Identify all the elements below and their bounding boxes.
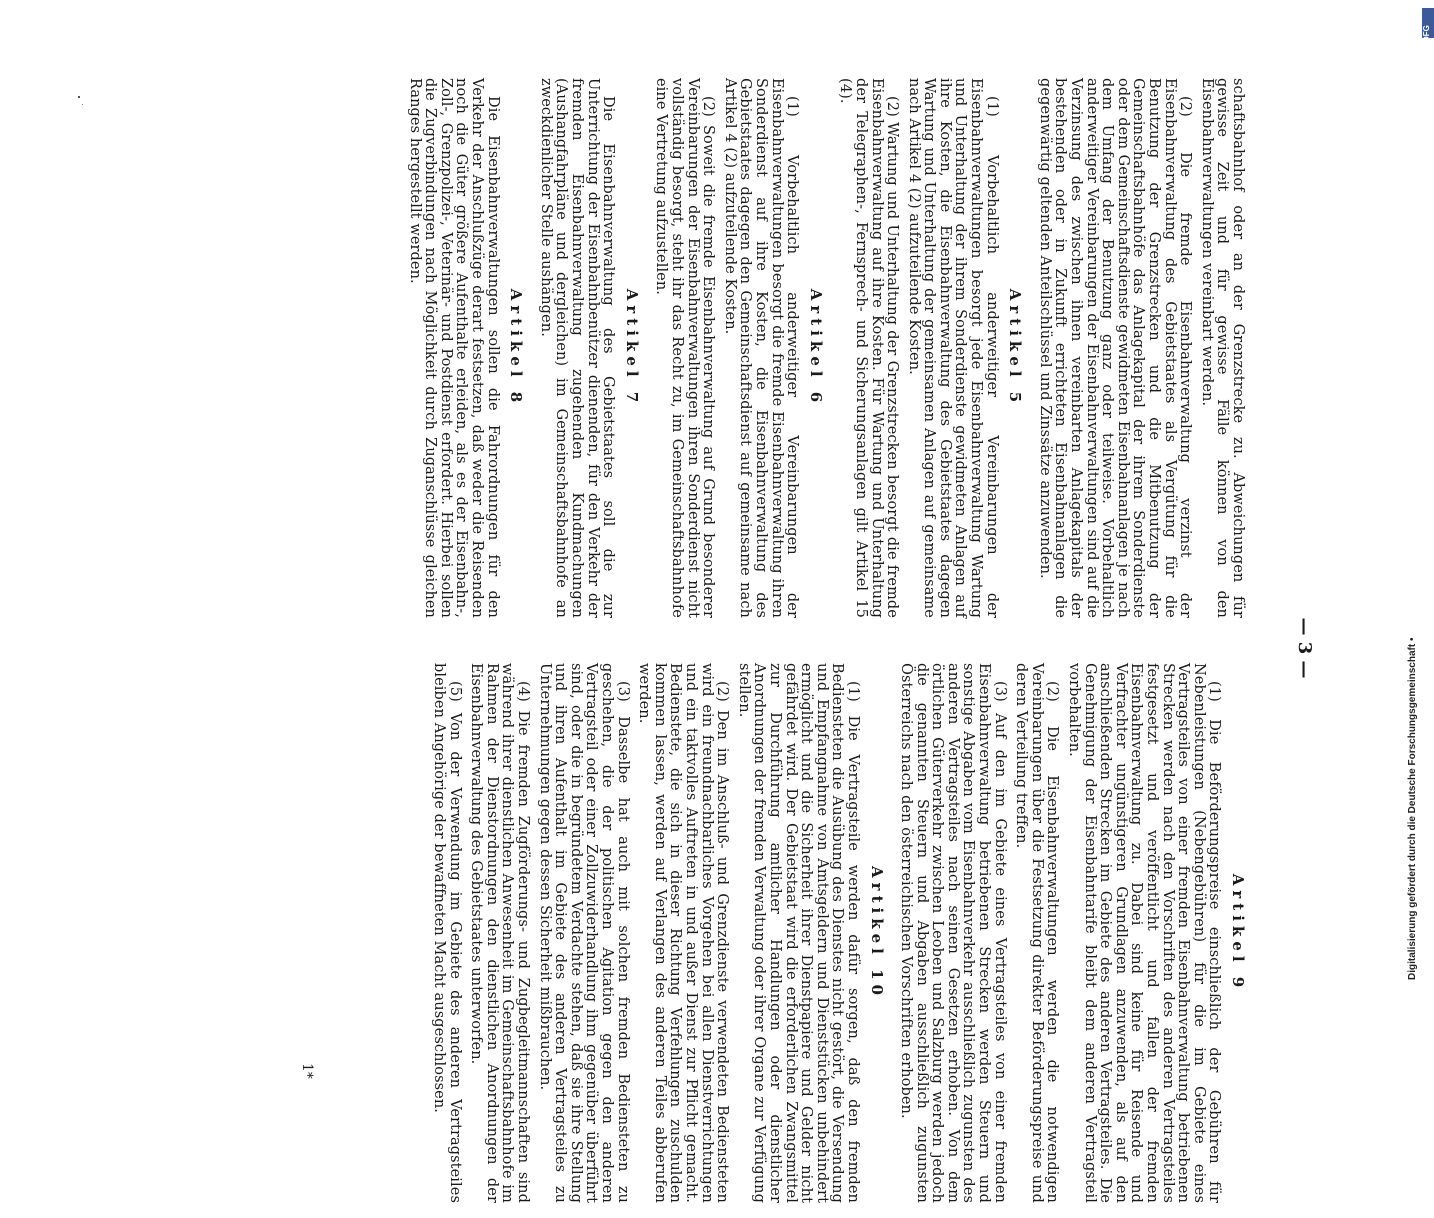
paragraph-art9-2: (2) Die Eisenbahnverwaltungen werden die notwendigen Vereinbarungen über die Festsetzung direkter Beförderungspreise und deren Verteilung treffen.: [1013, 663, 1061, 1203]
article-6-heading: Artikel 6: [806, 288, 825, 408]
rotated-page: [135, 78, 1315, 1203]
paragraph-art5-2: (2) Wartung und Unterhaltung der Grenzstrecken besorgt die fremde Eisenbahnverwaltung auf ihre Kosten. Für Wartung und Unterhaltung der Telegraphen-, Fernsprech- und Sicherungsanlagen gilt Artikel 15 (4).: [837, 78, 901, 618]
article-5-heading: Artikel 5: [1006, 288, 1025, 408]
paragraph-art10-4: (4) Die fremden Zugförderungs- und Zugbegleitmannschaften sind während ihrer dienstlichen Anwesenheit im Gemeinschaftsbahnhofe im Rahmen der Dienstordnungen den dienstlichen Anordnungen der Eisenbahnverwaltung des Gebietstaates unterworfen.: [468, 663, 532, 1203]
sheet-signature-mark: 1*: [299, 1063, 315, 1079]
paragraph-art8: Die Eisenbahnverwaltungen sollen die Fahrordnungen für den Verkehr der Anschlußzüge derart festsetzen, daß weder die Reisenden noch die Güter größere Aufenthalte erleiden, als es der Eisenbahn-, Zoll-, Grenzpolizei-, Veterinär- und Postdienst erfordert. Hierbei sollen die Zugverbindungen nach Möglichkeit durch Zuganschlüsse gleichen Ranges hergestellt werden.: [406, 78, 501, 618]
credit-text: Digitalisierung gefördert durch die Deutsche Forschungsgemeinschaft •: [1407, 637, 1418, 980]
scan-speck: [78, 96, 80, 98]
paragraph-art4-2: (2) Die fremde Eisenbahnverwaltung verzinst der Eisenbahnverwaltung des Gebietstaates als Vergütung für die Benutzung der Grenzstrecken und die Mitbenutzung der Gemeinschaftsbahnhöfe das Anlagekapital der ihrem Sonderdienste oder dem Gemeinschaftsdienste gewidmeten Eisenbahnanlagen je nach dem Umfang der Benutzung ganz oder teilweise. Vorbehaltlich anderweitiger Vereinbarungen der Eisenbahnverwaltungen sind auf die Verzinsung des zwischen ihnen vereinbarten Anlagekapitals der bestehenden oder in Zukunft errichteten Eisenbahnanlagen die gegenwärtig geltenden Anteilschlüssel und Zinssätze anzuwenden.: [1036, 78, 1194, 618]
paragraph-art10-5: (5) Von der Verwendung im Gebiete des anderen Vertragsteiles bleiben Angehörige der bewaffneten Macht ausgeschlossen.: [431, 663, 463, 1203]
page-number: — 3 —: [1294, 617, 1315, 679]
paragraph-art6-1: (1) Vorbehaltlich anderweitiger Vereinbarungen der Eisenbahnverwaltungen besorgt die fremde Eisenbahnverwaltung ihren Sonderdienst auf ihre Kosten, die Eisenbahnverwaltung des Gebietstaates dagegen den Gemeinschaftsdienst auf gemeinsame nach Artikel 4 (2) aufzuteilende Kosten.: [721, 78, 801, 618]
article-8-heading: Artikel 8: [507, 288, 526, 408]
right-text-column: [425, 663, 1246, 1203]
paragraph-art5-1: (1) Vorbehaltlich anderweitiger Vereinbarungen der Eisenbahnverwaltungen besorgt jede Eisenbahnverwaltung Wartung und Unterhaltung der ihrem Sonderdienste gewidmeten Anlagen auf ihre Kosten, die Eisenbahnverwaltung des Gebietstaates dagegen Wartung und Unterhaltung der gemeinsamen Anlagen auf gemeinsame nach Artikel 4 (2) aufzuteilende Kosten.: [905, 78, 1000, 618]
paragraph-art10-3: (3) Dasselbe hat auch mit solchen fremden Bediensteten zu geschehen, die der politischen Agitation gegen den anderen Vertragsteil oder einer Zollzuwiderhandlung ihm gegenüber überführt sind, oder die in begründetem Verdachte stehen, daß sie ihre Stellung und ihren Aufenthalt im Gebiete des anderen Vertragsteiles zu Unternehmungen gegen dessen Sicherheit mißbrauchen.: [536, 663, 631, 1203]
dfg-logo: [1422, 8, 1434, 42]
left-text-column: [400, 78, 1245, 618]
paragraph-art10-1: (1) Die Vertragsteile werden dafür sorgen, daß den fremden Bediensteten die Ausübung des Dienstes nicht gestört, die Versendung und Empfangnahme von Amtsgeldern und Dienststücken unbehindert ermöglicht und die Sicherheit ihrer Dienstpapiere und Gelder nicht gefährdet wird. Der Gebietstaat wird die erforderlichen Zwangsmittel zur Durchführung amtlicher Handlungen oder dienstlicher Anordnungen der fremden Verwaltung oder ihrer Organe zur Verfügung stellen.: [735, 663, 861, 1203]
article-10-heading: Artikel 10: [867, 866, 886, 1000]
dfg-logo-text: DFG: [1422, 25, 1431, 42]
article-7-heading: Artikel 7: [622, 288, 641, 408]
paragraph-art7: Die Eisenbahnverwaltung des Gebietstaates soll die zur Unterrichtung der Eisenbahnbenützer dienenden, für den Verkehr der fremden Eisenbahnverwaltung zugehenden Kundmachungen (Aushangfahrpläne und dergleichen) im Gemeinschaftsbahnhofe an zweckdienlicher Stelle aushängen.: [537, 78, 617, 618]
paragraph-art9-1: (1) Die Beförderungspreise einschließlich der Gebühren für Nebenleistungen (Nebengebühren) für die im Gebiete eines Vertragsteiles von einer fremden Eisenbahnverwaltung betriebenen Strecken werden nach den Vorschriften des anderen Vertragsteiles festgesetzt und veröffentlicht und fallen der fremden Eisenbahnverwaltung zu. Dabei sind keine für Reisende und Verfrachter ungünstigeren Grundlagen anzuwenden, als auf den anschließenden Strecken im Gebiete des anderen Vertragsteiles. Die Genehmigung der Eisenbahntarife bleibt dem anderen Vertragsteil vorbehalten.: [1066, 663, 1223, 1203]
paragraph-art9-3: (3) Auf den im Gebiete eines Vertragsteiles von einer fremden Eisenbahnverwaltung betriebenen Strecken werden Steuern und sonstige Abgaben vom Eisenbahnverkehr ausschließlich zugunsten des anderen Vertragsteiles nach seinen Gesetzen erhoben. Von dem örtlichen Güterverkehr zwischen Leoben und Salzburg werden jedoch die genannten Steuern und Abgaben ausschließlich zugunsten Österreichs nach den österreichischen Vorschriften erhoben.: [898, 663, 1008, 1203]
paragraph-art6-2: (2) Soweit die fremde Eisenbahnverwaltung auf Grund besonderer Vereinbarungen der Eisenbahnverwaltungen ihren Sonderdienst nicht vollständig besorgt, steht ihr das Recht zu, im Gemeinschaftsbahnhofe eine Vertretung aufzustellen.: [653, 78, 717, 618]
paragraph-continued: schaftsbahnhof oder an der Grenzstrecke zu. Abweichungen für gewisse Zeit und für gewisse Fälle können von den Eisenbahnverwaltungen vereinbart werden.: [1198, 78, 1246, 618]
scan-speck: [82, 104, 83, 105]
paragraph-art10-2: (2) Den im Anschluß- und Grenzdienste verwendeten Bediensteten wird ein freundnachbarliches Vorgehen bei allen Dienstverrichtungen und ein taktvolles Auftreten in und außer Dienst zur Pflicht gemacht. Bedienstete, die sich in dieser Richtung Verfehlungen zuschulden kommen lassen, werden auf Verlangen des anderen Teiles abberufen werden.: [636, 663, 731, 1203]
article-9-heading: Artikel 9: [1229, 873, 1247, 993]
